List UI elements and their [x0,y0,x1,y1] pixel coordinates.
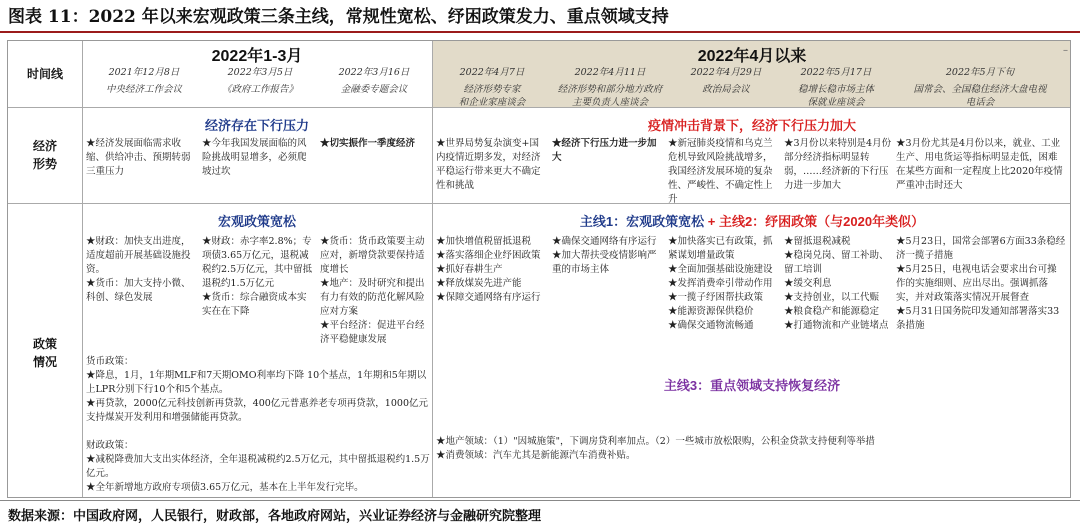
economy-cell: ★3月份尤其是4月份以来，就业、工业生产、用电货运等指标明显走低，困难在某些方面和一定程度上比2020年疫情严重冲击时还大 [896,138,1063,191]
event-3: 2022年3月16日 金融委专题会议 [338,67,410,95]
period-1-header: 2022年1-3月 [211,48,303,65]
event-5: 2022年4月11日 经济形势和部分地方政府 主要负责人座谈会 [557,67,663,108]
policy-heading-3: 主线3：重点领域支持恢复经济 [663,378,841,393]
figure-title: 图表 11：2022 年以来宏观政策三条主线，常规性宽松、纾困政策发力、重点领域支持 [8,7,669,27]
row-label-policy: 政策 情况 [32,337,57,369]
divider [432,41,433,497]
economy-cell: ★今年我国发展面临的风险挑战明显增多，必须爬坡过坎 [202,138,307,177]
title-underline [0,31,1080,33]
economy-cell: ★经济发展面临需求收缩、供给冲击、预期转弱三重压力 [86,138,191,177]
policy-cell: ★留抵退税减税 ★稳岗兑岗、留工补助、留工培训 ★缓交利息 ★支持创业，以工代赈 ★粮食稳产和能源稳定 ★打通物流和产业链堵点 [784,236,889,331]
policy-cell: ★地产领域：（1）"因城施策"，下调房贷利率加点。（2）一些城市放松限购，公积金贷款支持便利等举措 ★消费领域：汽车尤其是新能源汽车消费补贴。 [436,436,875,461]
divider [8,203,1070,204]
policy-cell: ★加快落实已有政策，抓紧谋划增量政策 ★全面加强基础设施建设 ★发挥消费牵引带动作用 ★一揽子纾困帮扶政策 ★能源资源保供稳价 ★确保交通物流畅通 [668,236,773,331]
policy-cell: ★5月23日，国常会部署6方面33条稳经济一揽子措施 ★5月25日，电视电话会要求出台可操作的实施细则、应出尽出。强调抓落实，并对政策落实情况开展督查 ★5月31日国务院印发通知部署落实33条措施 [896,236,1066,331]
data-source: 数据来源：中国政府网，人民银行，财政部，各地政府网站，兴业证券经济与金融研究院整理 [8,509,542,524]
row-label-economy: 经济 形势 [32,139,57,171]
economy-cell: ★新冠肺炎疫情和乌克兰危机导致风险挑战增多，我国经济发展环境的复杂性、严峻性、不确定性上升 [668,138,773,205]
row-label-timeline: 时间线 [26,67,63,81]
policy-table [7,40,1071,498]
event-2: 2022年3月5日 《政府工作报告》 [221,67,298,95]
event-8: 2022年5月下旬 国常会、全国稳住经济大盘电视 电话会 [913,67,1047,108]
dash-mark: – [1063,45,1068,56]
economy-cell: ★世界局势复杂演变+国内疫情近期多发，对经济平稳运行带来更大不确定性和挑战 [436,138,541,191]
policy-cell: ★财政：赤字率2.8%；专项债3.65万亿元，退税减税约2.5万亿元，其中留抵退税约1.5万亿元 ★货币：综合融资成本实实在在下降 [202,236,313,317]
event-7: 2022年5月17日 稳增长稳市场主体 保就业座谈会 [797,67,874,108]
policy-cell: ★货币：货币政策要主动应对，新增贷款要保持适度增长 ★地产：及时研究和提出有力有效的防范化解风险应对方案 ★平台经济：促进平台经济平稳健康发展 [320,236,425,345]
economy-cell: ★3月份以来特别是4月份部分经济指标明显转弱，……经济新的下行压力进一步加大 [784,138,892,191]
event-6: 2022年4月29日 政治局会议 [690,67,762,95]
source-divider [0,500,1080,501]
policy-cell: ★确保交通网络有序运行 ★加大帮扶受疫情影响严重的市场主体 [552,236,657,275]
policy-cell: ★财政：加快支出进度，适度超前开展基础设施投资。 ★货币：加大支持小微、科创、绿色发展 [86,236,191,303]
policy-cell: 货币政策： ★降息，1月，1年期MLF和7天期OMO利率均下降 10个基点，1年期和5年期以上LPR分别下行10个和5个基点。 ★再贷款，2000亿元科技创新再贷款，400亿元普惠养老专项再贷款，1000亿元支持煤炭开发利用和增强储能再贷款。 财政政策： ★减税降费加大支出实体经济，全年退税减税约2.5万亿元，其中留抵退税约1.5万亿元。 ★全年新增地方政府专项债3.65万亿元，基本在上半年发行完毕。 [86,356,430,493]
period-2-header: 2022年4月以来 [697,48,807,65]
economy-heading-2: 疫情冲击背景下，经济下行压力加大 [647,118,856,133]
economy-heading-1: 经济存在下行压力 [204,118,309,133]
policy-heading-2: 主线1：宏观政策宽松 + 主线2：纾困政策（与2020年类似） [579,214,925,229]
economy-cell: ★切实振作一季度经济 [320,138,416,149]
event-1: 2021年12月8日 中央经济工作会议 [105,67,182,95]
policy-heading-1: 宏观政策宽松 [217,214,296,229]
policy-cell: ★加快增值税留抵退税 ★落实落细企业纾困政策 ★抓好春耕生产 ★释放煤炭先进产能 ★保障交通网络有序运行 [436,236,541,303]
economy-cell: ★经济下行压力进一步加大 [552,138,657,163]
event-4: 2022年4月7日 经济形势专家 和企业家座谈会 [458,67,526,108]
divider [82,41,83,497]
